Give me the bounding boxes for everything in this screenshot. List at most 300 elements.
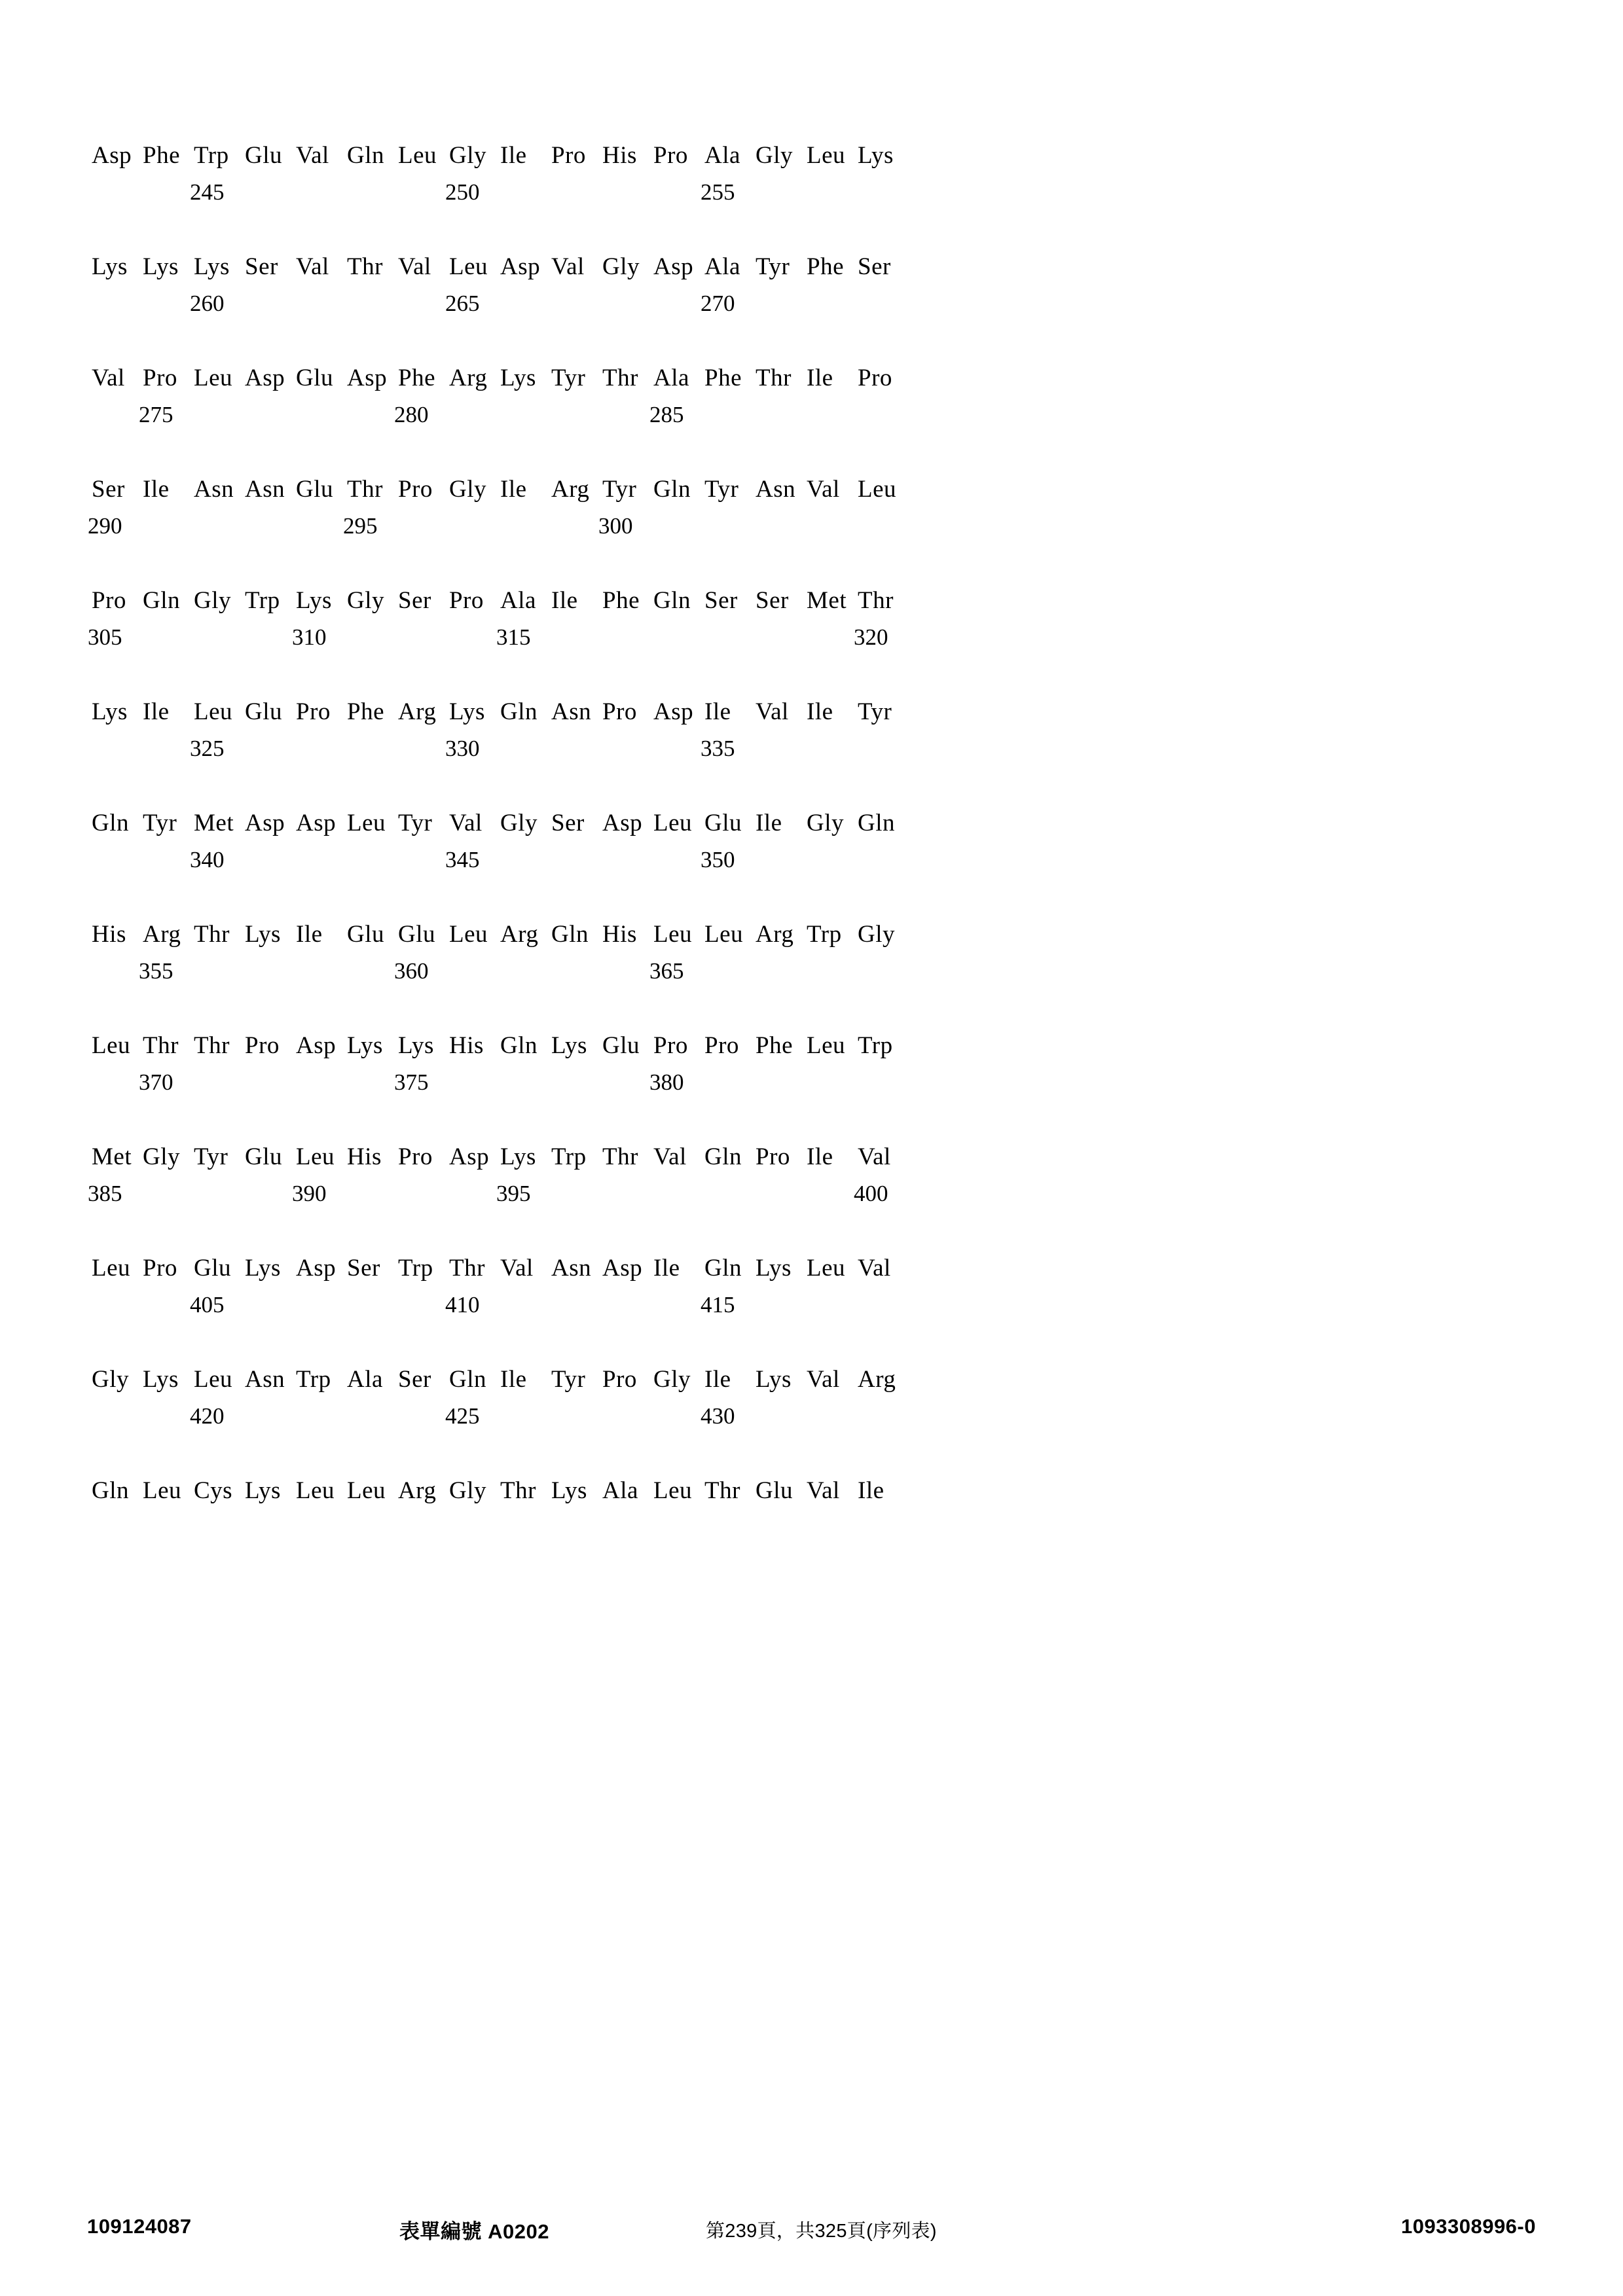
residue-number-slot: [245, 958, 296, 984]
residue: Phe: [398, 365, 435, 391]
sequence-block: [92, 697, 1008, 762]
residue-number-row: [92, 847, 1008, 873]
residue-number-slot: [551, 179, 602, 206]
residue: Val: [500, 1255, 534, 1282]
residue: Cys: [194, 1477, 233, 1504]
residue-number-row: [92, 1069, 1008, 1096]
residue-number-slot: [756, 958, 807, 984]
residue: Tyr: [756, 253, 790, 280]
residue: Leu: [347, 810, 386, 836]
residue-number-slot: 345: [445, 847, 480, 872]
residue-number-slot: [858, 291, 909, 317]
residue-number-slot: [653, 624, 704, 651]
residue: Glu: [296, 476, 333, 503]
residue: Gly: [756, 142, 793, 169]
residue: Gln: [704, 1143, 742, 1170]
residue: Pro: [653, 1032, 688, 1059]
residue: Arg: [756, 921, 794, 948]
residue-number-slot: [92, 1069, 143, 1096]
residue-row: [92, 363, 1008, 393]
residue-number-slot: 250: [445, 179, 480, 205]
residue: Thr: [858, 587, 894, 614]
residue: Lys: [245, 921, 281, 948]
residue: Trp: [551, 1143, 587, 1170]
residue-number-slot: 390: [292, 1181, 327, 1206]
residue-number-slot: [756, 513, 807, 539]
residue: His: [347, 1143, 382, 1170]
residue: Met: [92, 1143, 132, 1170]
residue-number-slot: [551, 1292, 602, 1318]
residue-number-slot: [296, 736, 347, 762]
residue-number-slot: [704, 624, 756, 651]
residue-number-slot: [653, 736, 704, 762]
residue-number-slot: [602, 624, 653, 651]
residue-number-slot: [296, 1069, 347, 1096]
residue: Val: [807, 1366, 840, 1393]
residue: Met: [194, 810, 234, 836]
residue-number-slot: [245, 736, 296, 762]
residue-number-slot: [602, 1069, 653, 1096]
residue: Leu: [858, 476, 897, 503]
residue-number-slot: 425: [445, 1403, 480, 1429]
residue-number-slot: [347, 402, 398, 428]
residue: Thr: [449, 1255, 485, 1282]
residue-number-slot: [858, 513, 909, 539]
residue-number-slot: [296, 847, 347, 873]
residue: Asp: [296, 1032, 337, 1059]
residue-number-row: [92, 179, 1008, 206]
residue-number-slot: [296, 1403, 347, 1429]
residue-number-slot: [194, 958, 245, 984]
residue-number-slot: 260: [190, 291, 225, 316]
residue: Asp: [92, 142, 132, 169]
residue-number-slot: 330: [445, 736, 480, 761]
residue: Ile: [756, 810, 782, 836]
residue-number-slot: 280: [394, 402, 429, 427]
residue-number-slot: [398, 1181, 449, 1207]
residue: Lys: [449, 698, 485, 725]
residue: Ile: [296, 921, 323, 948]
residue-number-row: [88, 624, 1008, 651]
residue-number-slot: [807, 402, 858, 428]
residue: Pro: [245, 1032, 280, 1059]
residue: Gly: [347, 587, 384, 614]
residue: Val: [296, 142, 329, 169]
residue-number-slot: 430: [701, 1403, 735, 1429]
residue-number-slot: 255: [701, 179, 735, 205]
residue-number-slot: [143, 847, 194, 873]
residue: Phe: [602, 587, 640, 614]
residue-number-slot: [858, 847, 909, 873]
residue: Tyr: [398, 810, 433, 836]
residue: Ile: [551, 587, 578, 614]
residue: Thr: [500, 1477, 536, 1504]
residue: Asn: [245, 1366, 285, 1393]
residue-number-slot: 340: [190, 847, 225, 872]
residue-number-slot: [194, 402, 245, 428]
residue: Gln: [653, 587, 691, 614]
residue-number-slot: [858, 402, 909, 428]
residue-number-slot: 395: [496, 1181, 531, 1206]
residue: Ser: [858, 253, 891, 280]
residue: Thr: [143, 1032, 179, 1059]
residue-number-row: [92, 736, 1008, 762]
residue: Leu: [398, 142, 437, 169]
page-footer: [0, 2215, 1623, 2245]
residue-number-slot: [500, 847, 551, 873]
residue-row: [92, 1253, 1008, 1283]
residue-number-slot: [602, 1292, 653, 1318]
residue-number-slot: [551, 847, 602, 873]
residue-row: [92, 475, 1008, 505]
residue-number-slot: [245, 291, 296, 317]
residue: Arg: [143, 921, 181, 948]
residue-number-slot: [807, 847, 858, 873]
sequence-block: [88, 586, 1008, 651]
residue: Leu: [807, 1255, 846, 1282]
residue: Lys: [756, 1255, 792, 1282]
residue: Lys: [398, 1032, 434, 1059]
residue-number-slot: [858, 1403, 909, 1429]
residue: Arg: [398, 1477, 437, 1504]
residue: Gly: [92, 1366, 129, 1393]
residue: Ser: [398, 587, 431, 614]
residue: Leu: [194, 365, 233, 391]
residue-number-slot: [92, 847, 143, 873]
residue-number-slot: [296, 402, 347, 428]
residue-number-slot: [143, 1403, 194, 1429]
residue-number-slot: 415: [701, 1292, 735, 1318]
residue-number-slot: [756, 291, 807, 317]
residue: Lys: [143, 253, 179, 280]
residue-number-slot: [858, 1069, 909, 1096]
residue: Pro: [653, 142, 688, 169]
residue: Glu: [194, 1255, 231, 1282]
residue-number-slot: [653, 291, 704, 317]
residue: Gln: [551, 921, 589, 948]
residue: Arg: [500, 921, 539, 948]
residue-number-slot: [807, 958, 858, 984]
residue: Lys: [500, 365, 536, 391]
residue-number-slot: [756, 1403, 807, 1429]
residue-number-slot: [653, 513, 704, 539]
residue-number-slot: [398, 1403, 449, 1429]
residue-row: [92, 1365, 1008, 1395]
page-number-info: 第239頁，共325頁(序列表): [706, 2221, 937, 2242]
residue-number-slot: [858, 1292, 909, 1318]
residue: Gln: [92, 810, 129, 836]
sequence-listing-body: [88, 141, 1008, 1552]
residue: Tyr: [704, 476, 739, 503]
residue: Trp: [245, 587, 280, 614]
residue: Leu: [653, 810, 693, 836]
residue: Lys: [194, 253, 230, 280]
residue: Pro: [704, 1032, 739, 1059]
residue: Gly: [194, 587, 231, 614]
residue-number-slot: [398, 1292, 449, 1318]
residue: Asp: [602, 810, 643, 836]
sequence-block: [88, 475, 1008, 539]
residue: Ala: [602, 1477, 638, 1504]
residue-number-slot: [602, 736, 653, 762]
residue: Gly: [653, 1366, 691, 1393]
residue-number-slot: [347, 624, 398, 651]
residue: Val: [296, 253, 329, 280]
residue-number-slot: [245, 1292, 296, 1318]
residue: Gly: [602, 253, 640, 280]
residue: Pro: [143, 365, 177, 391]
residue: Ala: [347, 1366, 383, 1393]
residue-number-slot: [807, 1292, 858, 1318]
residue-number-slot: [398, 736, 449, 762]
residue: Glu: [245, 142, 282, 169]
residue: Thr: [347, 253, 383, 280]
residue-row: [92, 1476, 1008, 1506]
residue: Gly: [143, 1143, 180, 1170]
residue: Glu: [398, 921, 435, 948]
residue: Gln: [858, 810, 895, 836]
residue-number-slot: [194, 624, 245, 651]
residue-number-slot: [500, 179, 551, 206]
residue-number-slot: [347, 1403, 398, 1429]
residue-number-slot: [194, 513, 245, 539]
residue: Leu: [653, 1477, 693, 1504]
residue: Leu: [296, 1477, 335, 1504]
residue: Trp: [296, 1366, 331, 1393]
residue: Val: [858, 1143, 891, 1170]
residue-number-row: [92, 402, 1008, 428]
residue-number-slot: [551, 291, 602, 317]
residue: Val: [551, 253, 585, 280]
residue-number-slot: [398, 624, 449, 651]
sequence-block: [92, 252, 1008, 317]
residue: Met: [807, 587, 847, 614]
residue-number-slot: [143, 1292, 194, 1318]
residue-number-slot: [92, 1403, 143, 1429]
residue-number-slot: 245: [190, 179, 225, 205]
residue-number-row: [88, 513, 1008, 539]
residue: Gln: [704, 1255, 742, 1282]
residue-number-slot: 400: [854, 1181, 888, 1206]
residue: Ile: [143, 698, 170, 725]
residue-number-slot: [653, 847, 704, 873]
residue: Gly: [449, 142, 486, 169]
residue-number-slot: [807, 1069, 858, 1096]
residue: Arg: [449, 365, 488, 391]
residue: Leu: [807, 142, 846, 169]
residue: Ile: [807, 1143, 833, 1170]
residue-number-slot: [602, 291, 653, 317]
residue: Ile: [704, 698, 731, 725]
residue-number-slot: [807, 1403, 858, 1429]
residue: Thr: [756, 365, 792, 391]
residue-number-slot: [756, 847, 807, 873]
residue-number-slot: [756, 179, 807, 206]
residue-number-slot: [398, 291, 449, 317]
residue-number-slot: [398, 847, 449, 873]
residue-number-slot: [551, 624, 602, 651]
residue: Asp: [449, 1143, 490, 1170]
residue: Gln: [347, 142, 384, 169]
residue-number-slot: [92, 958, 143, 984]
residue: Val: [92, 365, 125, 391]
residue-number-slot: [143, 291, 194, 317]
residue-number-slot: 305: [88, 624, 122, 650]
residue: Asp: [602, 1255, 643, 1282]
residue-number-slot: [551, 1181, 602, 1207]
residue-number-slot: [245, 513, 296, 539]
residue: Asp: [500, 253, 541, 280]
residue: Val: [653, 1143, 687, 1170]
residue: Pro: [858, 365, 892, 391]
residue-number-slot: 320: [854, 624, 888, 650]
residue-number-slot: [92, 291, 143, 317]
residue-number-slot: 360: [394, 958, 429, 984]
residue: Pro: [296, 698, 331, 725]
residue-number-slot: 420: [190, 1403, 225, 1429]
residue-number-slot: [704, 1181, 756, 1207]
residue: Gly: [449, 1477, 486, 1504]
residue-number-slot: [756, 1069, 807, 1096]
residue: Tyr: [551, 1366, 586, 1393]
sequence-block: [92, 1031, 1008, 1096]
residue-number-slot: 315: [496, 624, 531, 650]
residue-number-slot: [143, 1181, 194, 1207]
residue-number-slot: [449, 1181, 500, 1207]
residue-number-slot: [296, 513, 347, 539]
residue-number-slot: [449, 402, 500, 428]
residue-number-slot: [807, 513, 858, 539]
residue: Trp: [398, 1255, 433, 1282]
residue-number-slot: [194, 1181, 245, 1207]
residue: Pro: [398, 476, 433, 503]
residue: Glu: [347, 921, 384, 948]
residue: Lys: [858, 142, 894, 169]
residue: Asn: [245, 476, 285, 503]
residue-number-slot: 335: [701, 736, 735, 761]
application-number: 109124087: [87, 2215, 192, 2238]
residue: Glu: [704, 810, 742, 836]
residue: Phe: [704, 365, 742, 391]
residue: Trp: [194, 142, 229, 169]
residue-number-slot: [296, 291, 347, 317]
residue-number-slot: [653, 1292, 704, 1318]
residue-number-slot: [807, 179, 858, 206]
residue: Val: [756, 698, 789, 725]
residue: Gln: [653, 476, 691, 503]
residue-number-slot: [756, 624, 807, 651]
residue: Lys: [500, 1143, 536, 1170]
residue-number-slot: [449, 1069, 500, 1096]
residue: Lys: [245, 1255, 281, 1282]
residue-number-row: [88, 1181, 1008, 1207]
residue: Leu: [296, 1143, 335, 1170]
residue: Trp: [858, 1032, 893, 1059]
residue-number-slot: 285: [649, 402, 684, 427]
residue-number-row: [92, 1403, 1008, 1429]
residue-number-row: [92, 1292, 1008, 1318]
residue: Ser: [756, 587, 789, 614]
residue: Leu: [92, 1032, 131, 1059]
residue-number-slot: 325: [190, 736, 225, 761]
residue: Ala: [653, 365, 689, 391]
residue-number-slot: [92, 736, 143, 762]
residue-number-slot: [398, 179, 449, 206]
residue: Asp: [347, 365, 388, 391]
residue-number-slot: [245, 402, 296, 428]
residue: Pro: [143, 1255, 177, 1282]
residue-number-slot: [500, 736, 551, 762]
residue-number-slot: 355: [139, 958, 173, 984]
residue-number-slot: [92, 179, 143, 206]
residue-number-slot: [858, 958, 909, 984]
residue-number-slot: [807, 1181, 858, 1207]
residue-number-slot: 380: [649, 1069, 684, 1095]
residue-number-slot: [500, 291, 551, 317]
residue: Leu: [194, 1366, 233, 1393]
residue: Lys: [551, 1477, 587, 1504]
residue-row: [92, 920, 1008, 950]
residue: Leu: [194, 698, 233, 725]
residue: Leu: [807, 1032, 846, 1059]
residue-number-slot: [807, 736, 858, 762]
residue: Glu: [756, 1477, 793, 1504]
residue-number-slot: [858, 736, 909, 762]
residue: Val: [449, 810, 483, 836]
residue-number-slot: [347, 958, 398, 984]
residue-row: [92, 1031, 1008, 1061]
sequence-block: [92, 920, 1008, 984]
residue: Tyr: [858, 698, 892, 725]
residue: Thr: [602, 1143, 638, 1170]
residue-number-slot: [296, 958, 347, 984]
residue-number-slot: [92, 1292, 143, 1318]
residue: Tyr: [551, 365, 586, 391]
residue-number-slot: 270: [701, 291, 735, 316]
residue: Gly: [500, 810, 538, 836]
residue-number-slot: [807, 291, 858, 317]
residue-number-slot: [143, 736, 194, 762]
residue: Ser: [245, 253, 278, 280]
residue: Leu: [92, 1255, 131, 1282]
residue-number-slot: [92, 402, 143, 428]
sequence-block: [92, 363, 1008, 428]
residue-number-slot: [704, 958, 756, 984]
sequence-block: [92, 808, 1008, 873]
residue-number-slot: 405: [190, 1292, 225, 1318]
residue-row: [92, 1142, 1008, 1172]
residue-number-slot: [449, 958, 500, 984]
residue-number-slot: [347, 847, 398, 873]
residue-number-slot: [143, 179, 194, 206]
residue: Ile: [807, 698, 833, 725]
residue: Thr: [704, 1477, 740, 1504]
residue-row: [92, 252, 1008, 282]
residue-number-slot: [602, 958, 653, 984]
residue-number-slot: [653, 1403, 704, 1429]
residue: Leu: [704, 921, 744, 948]
residue: Ser: [92, 476, 125, 503]
residue-number-slot: [347, 1181, 398, 1207]
residue-number-slot: [551, 958, 602, 984]
residue: His: [602, 921, 637, 948]
residue-number-slot: [602, 847, 653, 873]
residue-number-slot: 310: [292, 624, 327, 650]
residue: Asn: [551, 1255, 592, 1282]
residue-number-slot: [756, 1292, 807, 1318]
residue-number-slot: [551, 1069, 602, 1096]
residue: Pro: [602, 1366, 637, 1393]
